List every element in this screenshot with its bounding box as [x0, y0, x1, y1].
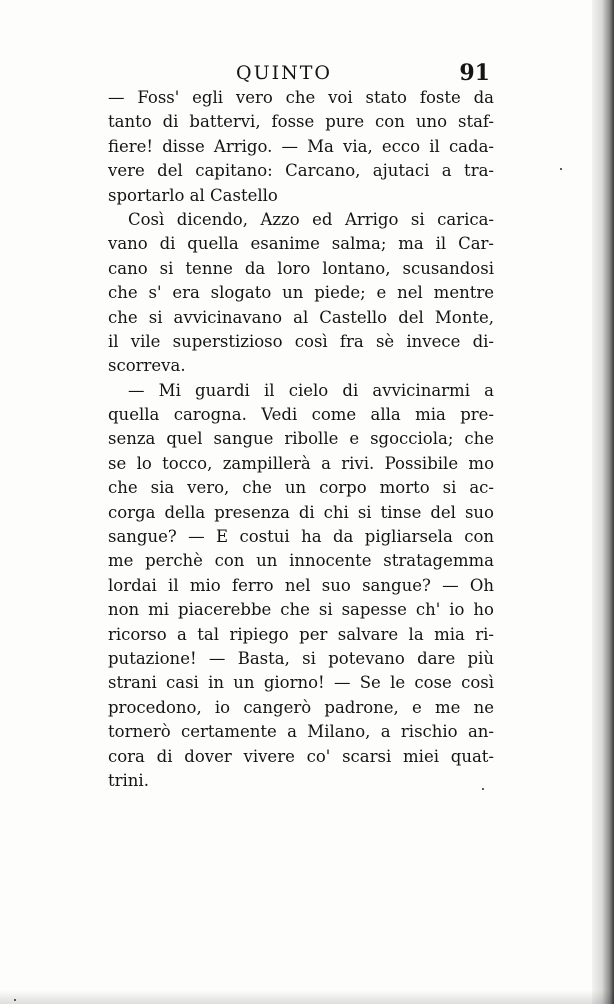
ink-speck — [14, 999, 16, 1001]
text-line: senza quel sangue ribolle e sgocciola; che — [108, 429, 494, 449]
text-line: sportarlo al Castello — [108, 185, 278, 205]
text-line: cora di dover vivere co' scarsi miei quat- — [108, 746, 494, 766]
text-line: se lo tocco, zampillerà a rivi. Possibile mo — [108, 453, 494, 473]
text-line: vano di quella esanime salma; ma il Car- — [108, 234, 494, 254]
text-line: procedono, io cangerò padrone, e me ne — [108, 697, 494, 717]
text-line: tornerò certamente a Milano, a rischio an- — [108, 722, 494, 742]
text-line: corga della presenza di chi si tinse del suo — [108, 502, 494, 522]
ink-speck — [560, 168, 562, 170]
text-line: che si avvicinavano al Castello del Monte, — [108, 307, 494, 327]
text-line: cano si tenne da loro lontano, scusandosi — [108, 258, 494, 278]
text-line: putazione! — Basta, si potevano dare più — [108, 648, 494, 668]
text-line: me perchè con un innocente stratagemma — [108, 551, 494, 571]
text-line: lordai il mio ferro nel suo sangue? — Oh — [108, 575, 494, 595]
text-line: — Foss' egli vero che voi stato foste da — [108, 88, 494, 107]
text-line: il vile superstizioso così fra sè invece di- — [108, 331, 494, 351]
text-line: scorreva. — [108, 356, 186, 376]
text-line: sangue? — E costui ha da pigliarsela con — [108, 527, 494, 547]
text-line: trini. — [108, 770, 149, 790]
page-spine-shadow — [592, 0, 614, 1004]
text-line: che s' era slogato un piede; e nel mentre — [108, 283, 494, 303]
page-bottom-shadow — [0, 990, 614, 1004]
page-number: 91 — [459, 60, 490, 86]
text-line: strani casi in un giorno! — Se le cose così — [108, 673, 494, 693]
text-line: non mi piacerebbe che si sapesse ch' io ho — [108, 600, 494, 620]
text-line: vere del capitano: Carcano, ajutaci a tra- — [108, 161, 494, 181]
text-line: Così dicendo, Azzo ed Arrigo si carica- — [128, 209, 494, 229]
text-line: che sia vero, che un corpo morto si ac- — [108, 478, 494, 498]
text-line: — Mi guardi il cielo di avvicinarmi a — [128, 380, 494, 400]
ink-speck — [482, 788, 484, 790]
text-line: fiere! disse Arrigo. — Ma via, ecco il cada- — [108, 136, 494, 156]
body-text — [108, 86, 494, 793]
chapter-title: QUINTO — [236, 62, 332, 84]
text-line: ricorso a tal ripiego per salvare la mia ri- — [108, 624, 494, 644]
text-line: tanto di battervi, fosse pure con uno staf- — [108, 112, 494, 132]
text-line: quella carogna. Vedi come alla mia pre- — [108, 405, 494, 425]
